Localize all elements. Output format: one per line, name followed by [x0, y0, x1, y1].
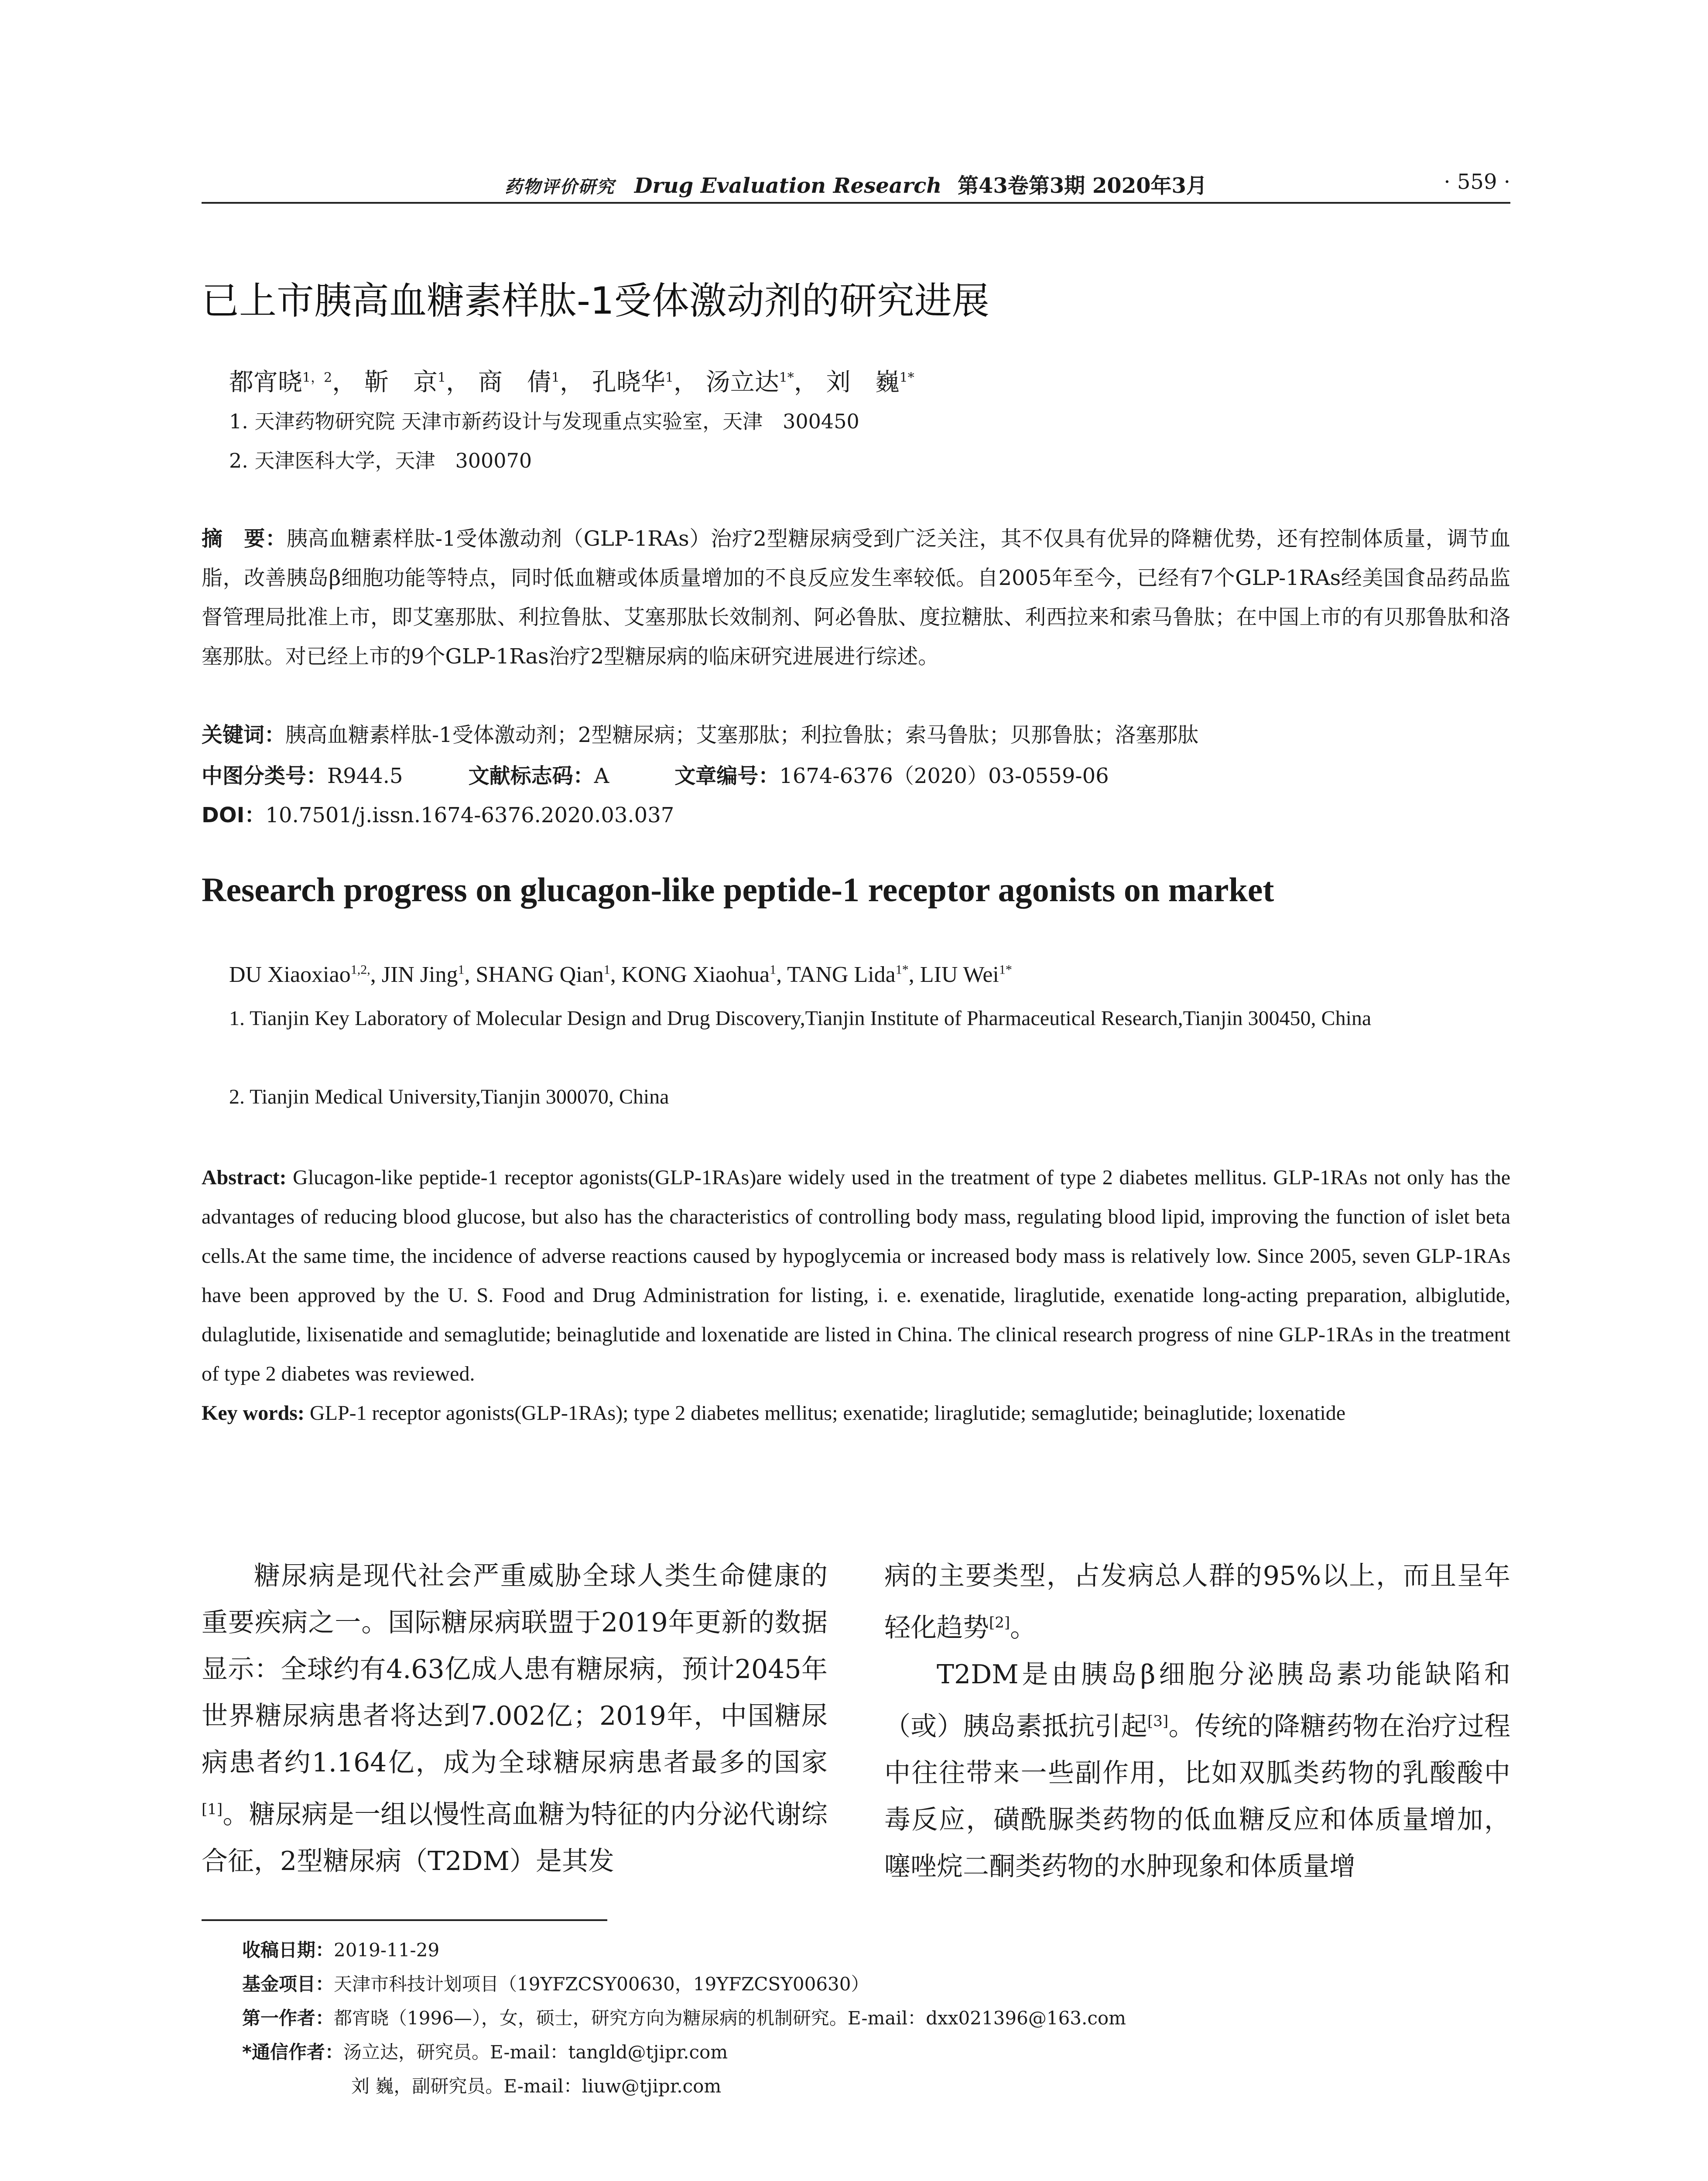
abstract-en-paragraph	[202, 1158, 1510, 1394]
doi-value: 10.7501/j.issn.1674-6376.2020.03.037	[265, 803, 674, 827]
keywords-en-label: Key words:	[202, 1402, 305, 1425]
author-name: 刘 巍	[826, 368, 900, 397]
author-name-en: TANG Lida	[787, 962, 896, 987]
body-text: T2DM是由胰岛β细胞分泌胰岛素功能缺陷和（或）胰岛素抵抗引起	[884, 1659, 1510, 1742]
doi-label: DOI：	[202, 803, 266, 827]
first-author-note	[242, 2001, 1126, 2035]
body-column-left	[202, 1553, 828, 1885]
footnote-label: 收稿日期：	[242, 1939, 334, 1961]
received-date	[242, 1933, 1126, 1967]
footnote-label: 第一作者：	[242, 2007, 334, 2029]
body-paragraph	[884, 1651, 1510, 1890]
doc-code-value: A	[594, 764, 609, 788]
footnote-label: *通信作者：	[242, 2041, 343, 2063]
author-affil-mark: 1	[665, 370, 674, 386]
issue-info: 第43卷第3期 2020年3月	[957, 174, 1207, 198]
journal-logo: 药物评价研究	[505, 177, 615, 197]
author-list-en: DU Xiaoxiao$^{1,2,}$, JIN Jing$^1$, SHANG Qian$^1$, KONG Xiaohua$^1$, TANG Lida$^{1*}$, LIU Wei$^{1*}$	[229, 962, 1012, 987]
author-affil-mark: 1	[770, 962, 777, 977]
body-text: 病的主要类型，占发病总人群的95%以上，而且呈年轻化趋势	[884, 1561, 1510, 1643]
classification-line	[202, 759, 1109, 789]
footnote-value: 2019-11-29	[334, 1939, 440, 1961]
citation-ref: [3]	[1147, 1713, 1169, 1730]
author-list-cn: 都宵晓$^{1,2}$， 靳 京$^1$， 商 倩$^1$， 孔晓华$^1$， 汤立达$^{1*}$， 刘 巍$^{1*}$	[229, 368, 914, 397]
citation-ref: [1]	[202, 1801, 223, 1818]
keywords-en-text: GLP-1 receptor agonists(GLP-1RAs); type 2 diabetes mellitus; exenatide; liraglutide; semaglutide; beinaglutide; loxenatide	[309, 1402, 1346, 1425]
author-affil-mark: 1	[603, 962, 610, 977]
keywords-en-paragraph	[202, 1394, 1510, 1433]
author-name: 靳 京	[364, 368, 438, 397]
clc-value: R944.5	[327, 764, 403, 788]
footnote-value: 天津市科技计划项目（19YFZCSY00630，19YFZCSY00630）	[334, 1973, 869, 1995]
footnotes	[242, 1933, 1126, 2103]
clc-label: 中图分类号：	[202, 764, 328, 788]
article-number-label: 文章编号：	[674, 764, 780, 788]
journal-line	[202, 169, 1510, 199]
author-affil-mark: 1	[438, 370, 446, 386]
body-text: 。糖尿病是一组以慢性高血糖为特征的内分泌代谢综合征，2型糖尿病（T2DM）是其发	[202, 1799, 828, 1877]
keywords-cn-text: 胰高血糖素样肽-1受体激动剂；2型糖尿病；艾塞那肽；利拉鲁肽；索马鲁肽；贝那鲁肽；洛塞那肽	[285, 723, 1199, 747]
journal-name-en: Drug Evaluation Research	[634, 174, 942, 198]
abstract-cn	[202, 519, 1510, 676]
author-affil-mark: 1*	[895, 962, 909, 977]
corresponding-author-note	[242, 2035, 1126, 2069]
footnote-label: 基金项目：	[242, 1973, 334, 1995]
affiliation-cn-1: 1. 天津药物研究院 天津市新药设计与发现重点实验室，天津 300450	[229, 410, 859, 433]
author-name-en: JIN Jing	[381, 962, 458, 987]
abstract-cn-label: 摘 要：	[202, 526, 287, 551]
author-name-en: KONG Xiaohua	[621, 962, 770, 987]
abstract-en-label: Abstract:	[202, 1166, 287, 1189]
abstract-en	[202, 1158, 1510, 1433]
body-text: 。传统的降糖药物在治疗过程中往往带来一些副作用，比如双胍类药物的乳酸酸中毒反应，磺酰脲类药物的低血糖反应和体质量增加，噻唑烷二酮类药物的水肿现象和体质量增	[884, 1711, 1510, 1882]
author-affil-mark: 1,2,	[350, 962, 370, 977]
body-text: 。	[1010, 1613, 1037, 1643]
abstract-en-text: Glucagon-like peptide-1 receptor agonists(GLP-1RAs)are widely used in the treatment of type 2 diabetes mellitus. GLP-1RAs not only has the advantages of reducing blood glucose, but also has the characteristics of controlling body mass, regulating blood lipid, improving the function of islet beta cells.At the same time, the incidence of adverse reactions caused by hypoglycemia or increased body mass is relatively low. Since 2005, seven GLP-1RAs have been approved by the U. S. Food and Drug Administration for listing, i. e. exenatide, liraglutide, exenatide long-acting preparation, albiglutide, dulaglutide, lixisenatide and semaglutide; beinaglutide and loxenatide are listed in China. The clinical research progress of nine GLP-1RAs in the treatment of type 2 diabetes was reviewed.	[202, 1166, 1510, 1385]
article-title-cn: 已上市胰高血糖素样肽-1受体激动剂的研究进展	[202, 279, 989, 323]
doi-line	[202, 798, 674, 828]
abstract-cn-text: 胰高血糖素样肽-1受体激动剂（GLP-1RAs）治疗2型糖尿病受到广泛关注，其不仅具有优异的降糖优势，还有控制体质量，调节血脂，改善胰岛β细胞功能等特点，同时低血糖或体质量增加的不良反应发生率较低。自2005年至今，已经有7个GLP-1RAs经美国食品药品监督管理局批准上市，即艾塞那肽、利拉鲁肽、艾塞那肽长效制剂、阿必鲁肽、度拉糖肽、利西拉来和索马鲁肽；在中国上市的有贝那鲁肽和洛塞那肽。对已经上市的9个GLP-1Ras治疗2型糖尿病的临床研究进展进行综述。	[202, 526, 1510, 669]
keywords-cn-label: 关键词：	[202, 723, 286, 747]
article-title-en: Research progress on glucagon-like peptide-1 receptor agonists on market	[202, 871, 1274, 909]
author-name-en: SHANG Qian	[476, 962, 604, 987]
footnote-divider	[202, 1919, 607, 1921]
author-name-en: LIU Wei	[920, 962, 999, 987]
author-name: 汤立达	[705, 368, 779, 397]
affiliation-cn-2: 2. 天津医科大学，天津 300070	[229, 449, 532, 472]
corresponding-author-note-2: 刘 巍，副研究员。E-mail：liuw@tjipr.com	[351, 2075, 722, 2097]
author-name: 商 倩	[478, 368, 551, 397]
author-affil-mark: 1	[458, 962, 465, 977]
author-affil-mark: 1*	[779, 370, 794, 386]
author-affil-mark: 1*	[899, 370, 914, 386]
page-number: · 559 ·	[1444, 170, 1510, 194]
fund-project	[242, 1967, 1126, 2001]
affiliation-en-1: 1. Tianjin Key Laboratory of Molecular Design and Drug Discovery,Tianjin Institute of Pharmaceutical Research,Tianjin 300450, China	[229, 1007, 1372, 1030]
article-number-value: 1674-6376（2020）03-0559-06	[779, 764, 1109, 788]
running-header	[202, 168, 1510, 204]
body-column-right	[884, 1553, 1510, 1890]
author-name-en: DU Xiaoxiao	[229, 962, 351, 987]
author-name: 都宵晓	[229, 368, 302, 397]
body-paragraph	[202, 1553, 828, 1885]
body-paragraph	[884, 1553, 1510, 1651]
affiliation-en-2: 2. Tianjin Medical University,Tianjin 300070, China	[229, 1085, 669, 1108]
keywords-cn	[202, 715, 1510, 755]
author-affil-mark: 1	[551, 370, 560, 386]
body-text: 糖尿病是现代社会严重威胁全球人类生命健康的重要疾病之一。国际糖尿病联盟于2019年更新的数据显示：全球约有4.63亿成人患有糖尿病，预计2045年世界糖尿病患者将达到7.002亿；2019年，中国糖尿病患者约1.164亿，成为全球糖尿病患者最多的国家	[202, 1561, 828, 1778]
footnote-value: 汤立达，研究员。E-mail：tangld@tjipr.com	[343, 2041, 728, 2063]
author-name: 孔晓华	[592, 368, 665, 397]
author-affil-mark: 1*	[999, 962, 1012, 977]
footnote-value: 都宵晓（1996—），女，硕士，研究方向为糖尿病的机制研究。E-mail：dxx021396@163.com	[334, 2007, 1126, 2029]
citation-ref: [2]	[989, 1614, 1010, 1631]
author-affil-mark: 1，2	[302, 370, 332, 386]
doc-code-label: 文献标志码：	[468, 764, 594, 788]
